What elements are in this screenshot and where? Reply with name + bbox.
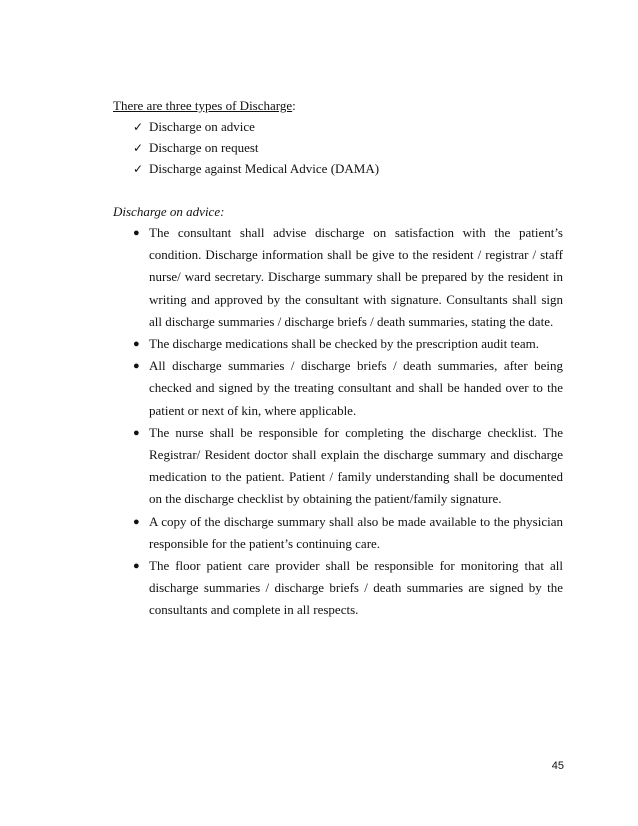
bullet-icon: ● [133, 338, 140, 351]
list-item-text: A copy of the discharge summary shall also be made available to the physician responsible for the patient’s continuing care. [149, 513, 563, 551]
bullet-icon: ● [133, 515, 140, 528]
discharge-type-item [133, 137, 379, 158]
bullet-icon: ● [133, 560, 140, 573]
discharge-type-label: Discharge on request [149, 140, 259, 155]
list-item [133, 422, 563, 511]
list-item-text: The consultant shall advise discharge on satisfaction with the patient’s condition. Discharge information shall be give to the resident / registrar / staff nurse/ ward secretary. Discharge summary shall be prepared by the resident in writing and approved by the consultant with signature. Consultants shall sign all discharge summaries / discharge briefs / death summaries, stating the date. [149, 225, 563, 329]
checkmark-icon: ✓ [133, 120, 144, 134]
discharge-types-list [133, 116, 379, 179]
list-item-text: The nurse shall be responsible for completing the discharge checklist. The Registrar/ Resident doctor shall explain the discharge summary and discharge medication to the patient. Patient / family understanding shall be documented on the discharge checklist by obtaining the patient/family signature. [149, 424, 563, 507]
discharge-type-label: Discharge against Medical Advice (DAMA) [149, 161, 380, 176]
page-number: 45 [551, 760, 564, 772]
list-item [133, 511, 563, 555]
intro-colon: : [292, 98, 296, 113]
checkmark-icon: ✓ [133, 162, 144, 176]
bullet-icon: ● [133, 360, 140, 373]
list-item [133, 222, 563, 333]
section-heading: Discharge on advice: [113, 204, 225, 219]
list-item [133, 333, 563, 355]
checkmark-icon: ✓ [133, 141, 144, 155]
list-item-text: All discharge summaries / discharge briefs / death summaries, after being checked and signed by the treating consultant and shall be handed over to the patient or next of kin, where applicable. [149, 358, 563, 418]
intro-line [113, 96, 296, 116]
discharge-advice-list [133, 222, 563, 622]
list-item-text: The floor patient care provider shall be responsible for monitoring that all discharge summaries / discharge briefs / death summaries are signed by the consultants and complete in all respects. [149, 558, 563, 618]
bullet-icon: ● [133, 227, 140, 239]
discharge-type-item [133, 158, 379, 179]
list-item-text: The discharge medications shall be checked by the prescription audit team. [149, 336, 539, 352]
discharge-type-label: Discharge on advice [149, 119, 255, 134]
intro-text: There are three types of Discharge [113, 98, 293, 113]
list-item [133, 555, 563, 622]
bullet-icon: ● [133, 426, 140, 439]
discharge-type-item [133, 116, 379, 137]
list-item [133, 355, 563, 422]
